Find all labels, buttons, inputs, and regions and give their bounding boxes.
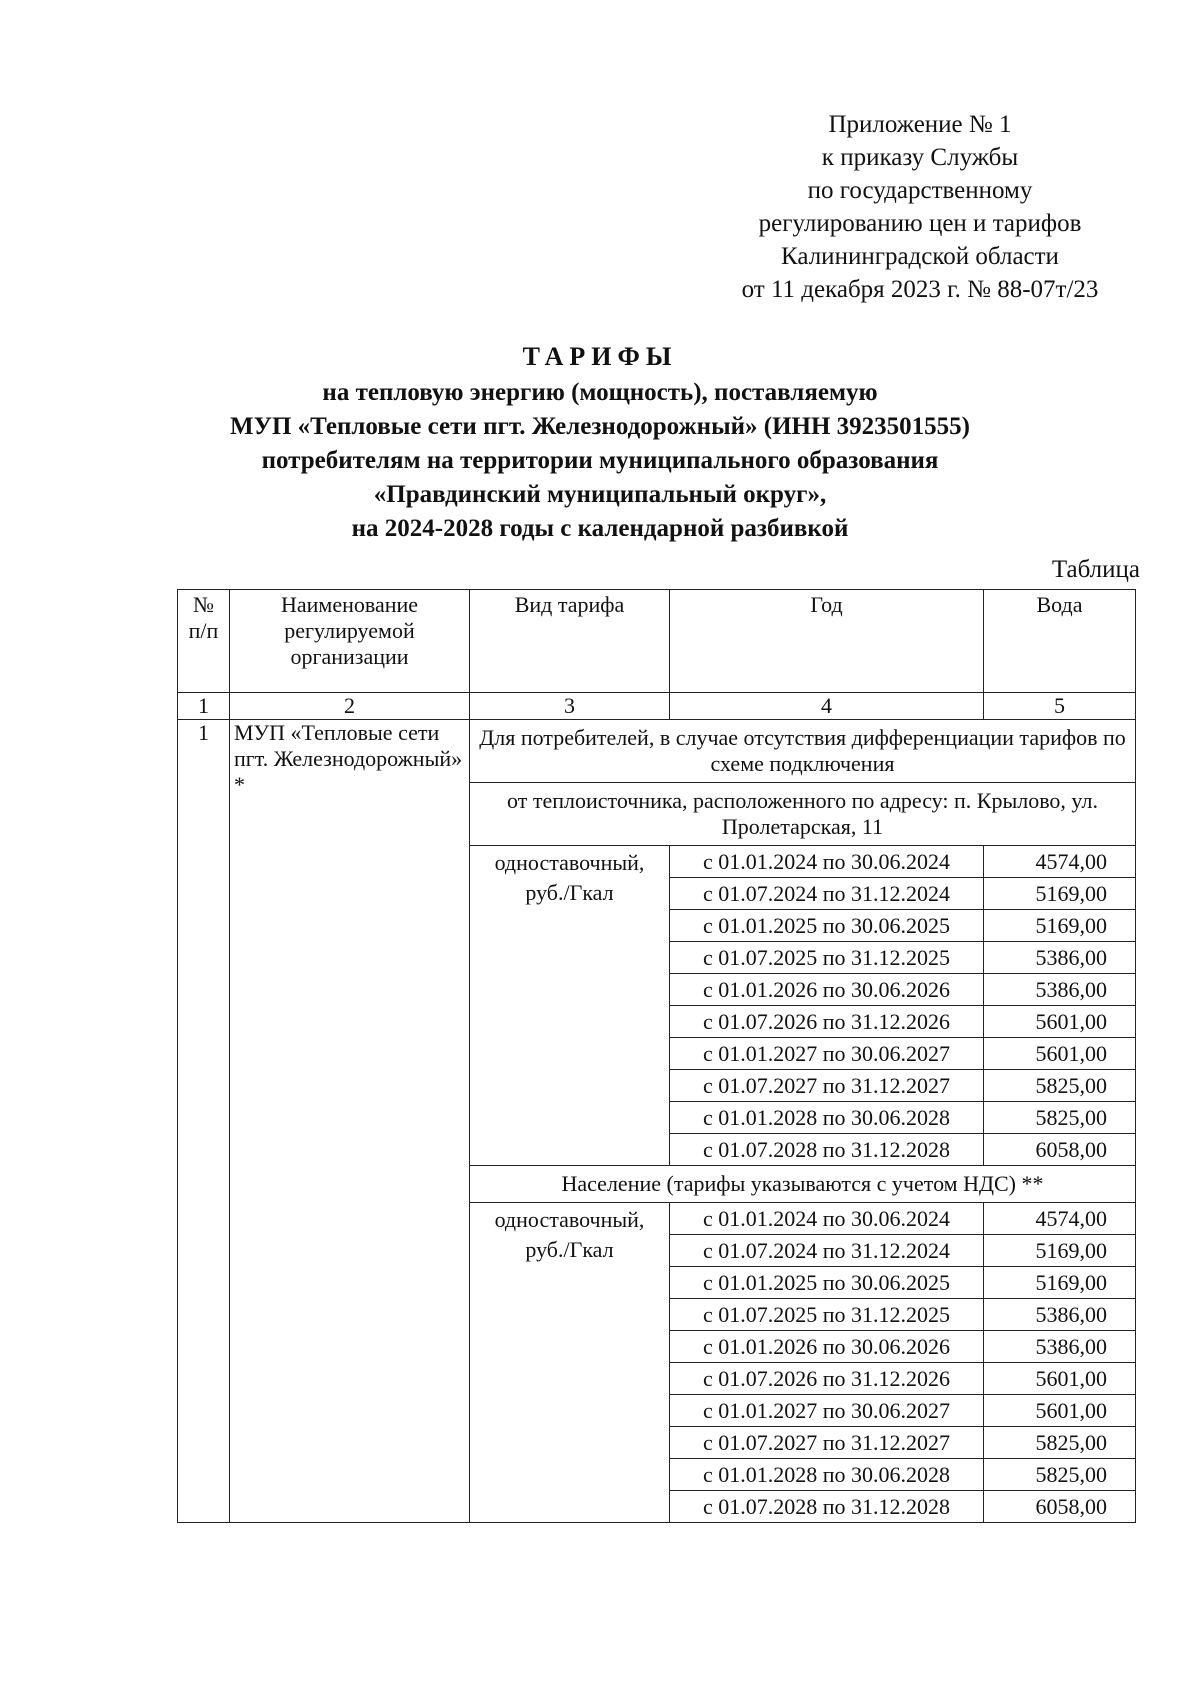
period-cell: с 01.07.2028 по 31.12.2028: [670, 1491, 984, 1523]
period-cell: с 01.07.2025 по 31.12.2025: [670, 1299, 984, 1331]
period-cell: с 01.01.2024 по 30.06.2024: [670, 1203, 984, 1235]
value-cell: 5169,00: [984, 1235, 1136, 1267]
period-cell: с 01.07.2026 по 31.12.2026: [670, 1006, 984, 1038]
annex-line: Калининградской области: [781, 243, 1059, 270]
period-cell: с 01.07.2028 по 31.12.2028: [670, 1134, 984, 1166]
period-cell: с 01.07.2024 по 31.12.2024: [670, 1235, 984, 1267]
column-number: 5: [984, 693, 1136, 720]
period-cell: с 01.01.2026 по 30.06.2026: [670, 974, 984, 1006]
column-number: 3: [470, 693, 670, 720]
period-cell: с 01.07.2026 по 31.12.2026: [670, 1363, 984, 1395]
value-cell: 5169,00: [984, 910, 1136, 942]
period-cell: с 01.01.2025 по 30.06.2025: [670, 1267, 984, 1299]
period-cell: с 01.01.2028 по 30.06.2028: [670, 1102, 984, 1134]
header-cell-water: Вода: [984, 590, 1136, 693]
period-cell: с 01.01.2027 по 30.06.2027: [670, 1395, 984, 1427]
annex-line: Приложение № 1: [828, 111, 1012, 138]
value-cell: 5386,00: [984, 1331, 1136, 1363]
heat-source-cell: от теплоисточника, расположенного по адресу: п. Крылово, ул. Пролетарская, 11: [470, 783, 1136, 846]
value-cell: 5601,00: [984, 1395, 1136, 1427]
title-line: «Правдинский муниципальный округ»,: [373, 481, 827, 508]
table-caption: Таблица: [1051, 556, 1140, 583]
period-cell: с 01.07.2024 по 31.12.2024: [670, 878, 984, 910]
row-number-cell: 1: [178, 720, 230, 1523]
period-cell: с 01.01.2026 по 30.06.2026: [670, 1331, 984, 1363]
value-cell: 5386,00: [984, 1299, 1136, 1331]
value-cell: 6058,00: [984, 1491, 1136, 1523]
value-cell: 5601,00: [984, 1363, 1136, 1395]
annex-line: по государственному: [807, 177, 1033, 204]
column-number: 2: [230, 693, 470, 720]
value-cell: 5601,00: [984, 1038, 1136, 1070]
value-cell: 4574,00: [984, 846, 1136, 878]
header-cell-organization: Наименование регулируемой организации: [230, 590, 470, 693]
value-cell: 5825,00: [984, 1070, 1136, 1102]
column-number: 1: [178, 693, 230, 720]
column-number: 4: [670, 693, 984, 720]
annex-line: от 11 декабря 2023 г. № 88-07т/23: [741, 276, 1099, 303]
value-cell: 5386,00: [984, 942, 1136, 974]
annex-block: [690, 108, 1150, 306]
annex-line: к приказу Службы: [821, 144, 1019, 171]
period-cell: с 01.01.2028 по 30.06.2028: [670, 1459, 984, 1491]
period-cell: с 01.07.2027 по 31.12.2027: [670, 1427, 984, 1459]
value-cell: 5825,00: [984, 1427, 1136, 1459]
value-cell: 5169,00: [984, 878, 1136, 910]
period-cell: с 01.07.2027 по 31.12.2027: [670, 1070, 984, 1102]
value-cell: 5825,00: [984, 1102, 1136, 1134]
header-cell-number: № п/п: [178, 590, 230, 693]
tariff-type-cell: одноставочный, руб./Гкал: [470, 846, 670, 1166]
value-cell: 5169,00: [984, 1267, 1136, 1299]
tariff-table: [177, 589, 1136, 1523]
title-line: на тепловую энергию (мощность), поставляемую: [322, 379, 878, 406]
title-line: МУП «Тепловые сети пгт. Железнодорожный» (ИНН 3923501555): [230, 413, 970, 440]
organization-cell: МУП «Тепловые сети пгт. Железнодорожный» *: [230, 720, 470, 1523]
value-cell: 4574,00: [984, 1203, 1136, 1235]
header-cell-year: Год: [670, 590, 984, 693]
period-cell: с 01.01.2025 по 30.06.2025: [670, 910, 984, 942]
value-cell: 5386,00: [984, 974, 1136, 1006]
section-population-cell: Население (тарифы указываются с учетом НДС) **: [470, 1166, 1136, 1203]
section-general-cell: Для потребителей, в случае отсутствия дифференциации тарифов по схеме подключения: [470, 720, 1136, 783]
tariff-type-cell: одноставочный, руб./Гкал: [470, 1203, 670, 1523]
title-line: на 2024-2028 годы с календарной разбивкой: [351, 515, 849, 542]
section-row-general: [178, 720, 1136, 783]
period-cell: с 01.01.2024 по 30.06.2024: [670, 846, 984, 878]
period-cell: с 01.07.2025 по 31.12.2025: [670, 942, 984, 974]
header-cell-tariff-type: Вид тарифа: [470, 590, 670, 693]
column-number-row: [178, 693, 1136, 720]
value-cell: 5825,00: [984, 1459, 1136, 1491]
period-cell: с 01.01.2027 по 30.06.2027: [670, 1038, 984, 1070]
value-cell: 6058,00: [984, 1134, 1136, 1166]
document-title: [100, 340, 1100, 546]
value-cell: 5601,00: [984, 1006, 1136, 1038]
title-main: ТАРИФЫ: [522, 342, 678, 371]
title-line: потребителям на территории муниципального образования: [261, 447, 939, 474]
annex-line: регулированию цен и тарифов: [758, 210, 1082, 237]
table-header-row: [178, 590, 1136, 693]
